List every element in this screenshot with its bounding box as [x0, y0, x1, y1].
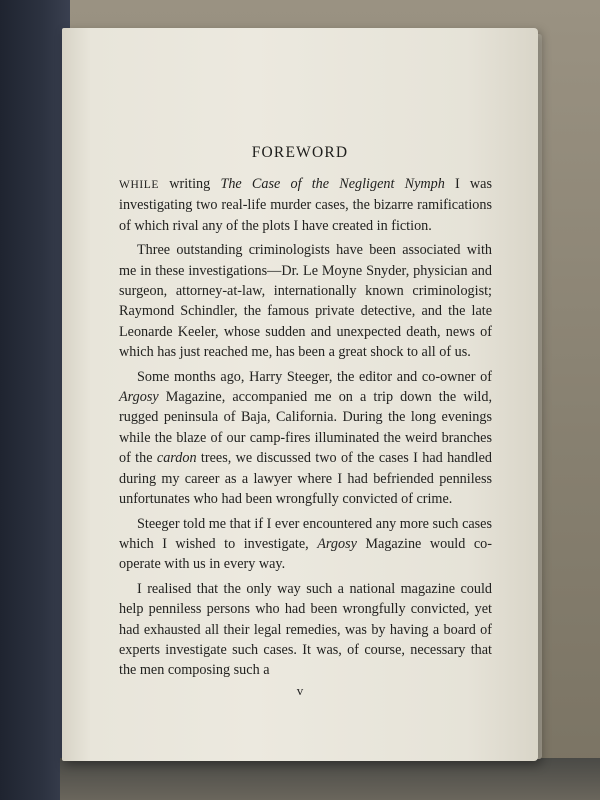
paragraph-5: I realised that the only way such a national magazine could help penniless persons who had been wrongfully convicted, yet had exhausted all their legal remedies, was by having a board of experts investigate such cases. It was, of course, necessary that the men composing such a — [119, 580, 492, 679]
paragraph-3: Some months ago, Harry Steeger, the editor and co-owner of Argosy Magazine, accompanied me on a trip down the wild, rugged peninsula of Baja, California. During the long evenings while the blaze of our camp-fires illuminated the weird branches of the cardon trees, we discussed two of the cases I had handled during my career as a lawyer where I had befriended penniless unfortunates who had been wrongfully convicted of crime. — [119, 368, 492, 508]
paragraph-lead-word: WHILE — [119, 179, 160, 191]
page-number: v — [296, 683, 304, 698]
book-cover-left — [0, 0, 70, 800]
book-cover-bottom — [60, 758, 600, 800]
paragraph-4: Steeger told me that if I ever encountered any more such cases which I wished to investigate, Argosy Magazine would co-operate with us in every way. — [119, 515, 492, 573]
paragraph-1: WHILE writing The Case of the Negligent Nymph I was investigating two real-life murder cases, the bizarre ramifications of which rival any of the plots I have created in fiction. — [119, 176, 492, 234]
page-heading: FOREWORD — [251, 144, 349, 161]
magazine-name: Argosy — [119, 389, 159, 406]
book-title: The Case of the Negligent Nymph — [220, 176, 445, 192]
tree-name: cardon — [156, 450, 197, 467]
body-text — [119, 174, 492, 681]
paragraph-2: Three outstanding criminologists have been associated with me in these investigations—Dr. Le Moyne Snyder, physician and surgeon, attorney-at-law, internationally known criminologist; Raymond Schindler, the famous private detective, and the late Leonarde Keeler, whose sudden and unexpected death, news of which has just reached me, has been a great shock to all of us. — [119, 242, 492, 361]
magazine-name: Argosy — [317, 535, 357, 552]
